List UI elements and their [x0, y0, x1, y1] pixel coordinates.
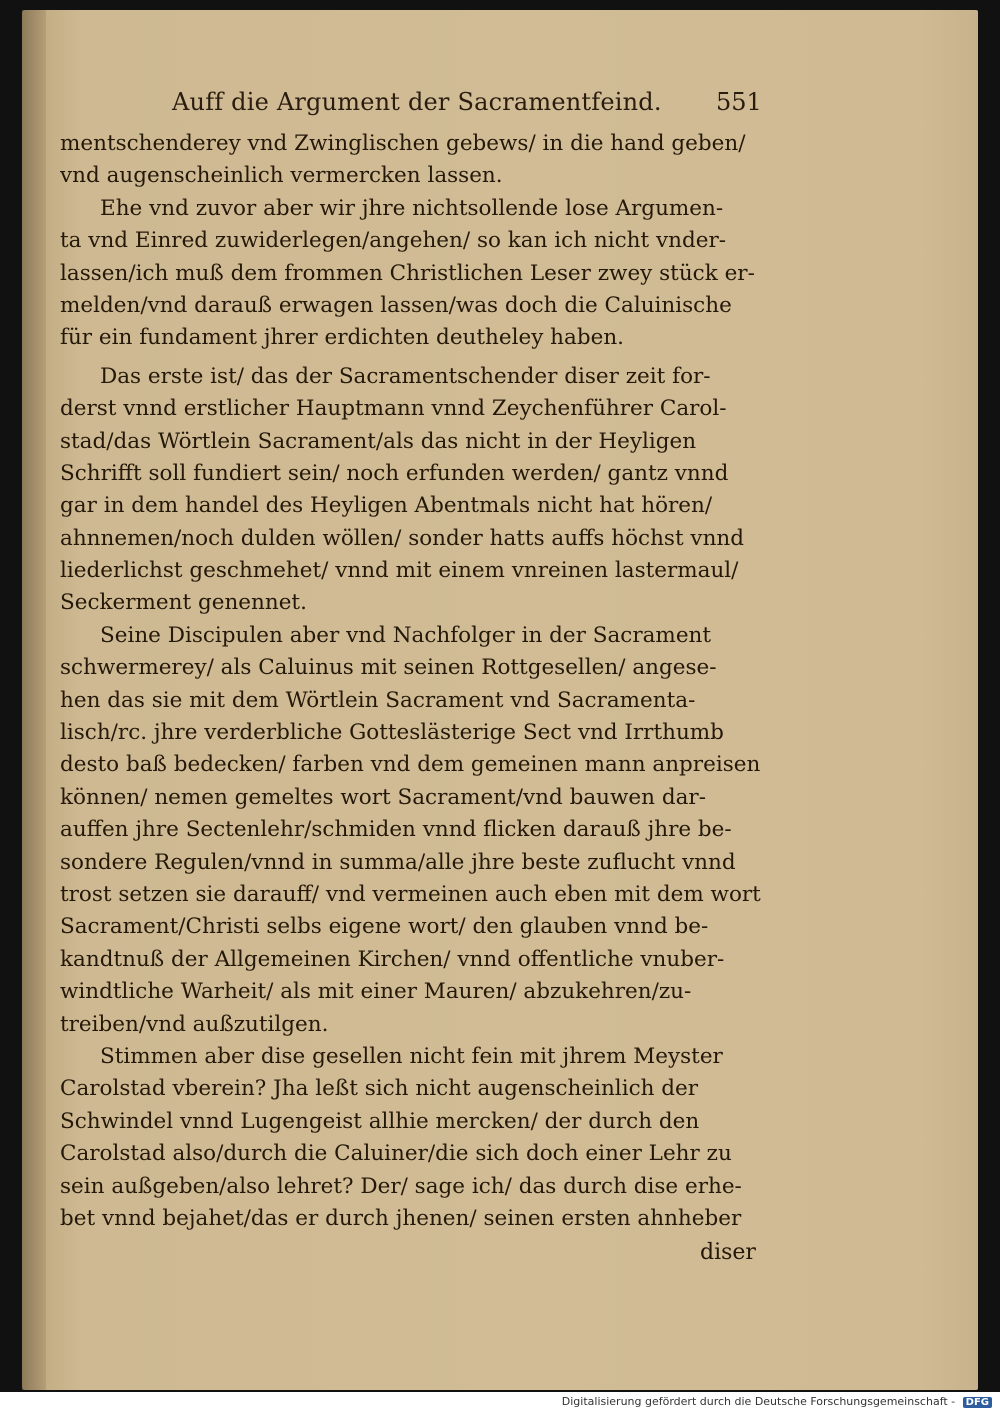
text-line: bet vnnd bejahet/das er durch jhenen/ seinen ersten ahnheber — [60, 1205, 742, 1231]
text-line: kandtnuß der Allgemeinen Kirchen/ vnnd offentliche vnuber- — [60, 946, 725, 972]
running-title: Auff die Argument der Sacramentfeind. — [172, 88, 662, 116]
text-line: stad/das Wörtlein Sacrament/als das nicht in der Heyligen — [60, 428, 697, 454]
text-line: Carolstad also/durch die Caluiner/die sich doch einer Lehr zu — [60, 1141, 732, 1167]
text-line: Seckerment genennet. — [60, 590, 307, 616]
text-line: windtliche Warheit/ als mit einer Mauren/ abzukehren/zu- — [60, 979, 692, 1005]
text-line: melden/vnd darauß erwagen lassen/was doch die Caluinische — [60, 292, 732, 318]
text-line: sein außgeben/also lehret? Der/ sage ich/ das durch dise erhe- — [60, 1173, 742, 1199]
text-line: ta vnd Einred zuwiderlegen/angehen/ so kan ich nicht vnder- — [60, 228, 726, 254]
text-line: Das erste ist/ das der Sacramentschender diser zeit for- — [100, 363, 711, 389]
text-line: derst vnnd erstlicher Hauptmann vnnd Zeychenführer Carol- — [60, 396, 727, 422]
page-spine-shadow — [22, 10, 46, 1390]
text-line: hen das sie mit dem Wörtlein Sacrament vnd Sacramenta- — [60, 687, 696, 713]
credit-text: Digitalisierung gefördert durch die Deutsche Forschungsgemeinschaft - — [561, 1395, 956, 1408]
text-line: liederlichst geschmehet/ vnnd mit einem vnreinen lastermaul/ — [60, 558, 739, 584]
text-line: können/ nemen gemeltes wort Sacrament/vnd bauwen dar- — [60, 784, 706, 810]
page-number: 551 — [716, 88, 762, 116]
text-line: Schrifft soll fundiert sein/ noch erfunden werden/ gantz vnnd — [60, 460, 729, 486]
text-line: mentschenderey vnd Zwinglischen gebews/ in die hand geben/ — [60, 131, 746, 156]
text-line: lassen/ich muß dem frommen Christlichen Leser zwey stück er- — [60, 260, 755, 286]
text-line: schwermerey/ als Caluinus mit seinen Rottgesellen/ angese- — [60, 655, 717, 681]
text-line: vnd augenscheinlich vermercken lassen. — [60, 163, 503, 189]
text-line: Schwindel vnnd Lugengeist allhie mercken/ der durch den — [60, 1108, 700, 1134]
text-line: auffen jhre Sectenlehr/schmiden vnnd flicken darauß jhre be- — [60, 817, 732, 843]
text-line: sondere Regulen/vnnd in summa/alle jhre beste zuflucht vnnd — [60, 849, 736, 875]
text-line: Seine Discipulen aber vnd Nachfolger in der Sacrament — [100, 622, 712, 648]
text-line: für ein fundament jhrer erdichten deutheley haben. — [60, 325, 625, 351]
text-line: Sacrament/Christi selbs eigene wort/ den glauben vnnd be- — [60, 914, 709, 940]
body-text — [60, 128, 768, 1235]
text-line: Ehe vnd zuvor aber wir jhre nichtsollende lose Argumen- — [100, 195, 724, 221]
text-line: desto baß bedecken/ farben vnd dem gemeinen mann anpreisen — [60, 752, 761, 778]
text-line: treiben/vnd außzutilgen. — [60, 1011, 329, 1037]
text-line: Carolstad vberein? Jha leßt sich nicht augenscheinlich der — [60, 1076, 699, 1102]
dfg-logo: DFG — [963, 1397, 992, 1408]
catchword: diser — [700, 1240, 756, 1265]
text-line: lisch/rc. jhre verderbliche Gotteslästerige Sect vnd Irrthumb — [60, 720, 724, 746]
text-line: trost setzen sie darauff/ vnd vermeinen auch eben mit dem wort — [60, 881, 761, 907]
digitization-credit — [0, 1395, 992, 1408]
text-line: gar in dem handel des Heyligen Abentmals nicht hat hören/ — [60, 493, 713, 519]
text-line: ahnnemen/noch dulden wöllen/ sonder hatts auffs höchst vnnd — [60, 525, 745, 551]
text-line: Stimmen aber dise gesellen nicht fein mit jhrem Meyster — [100, 1043, 723, 1069]
